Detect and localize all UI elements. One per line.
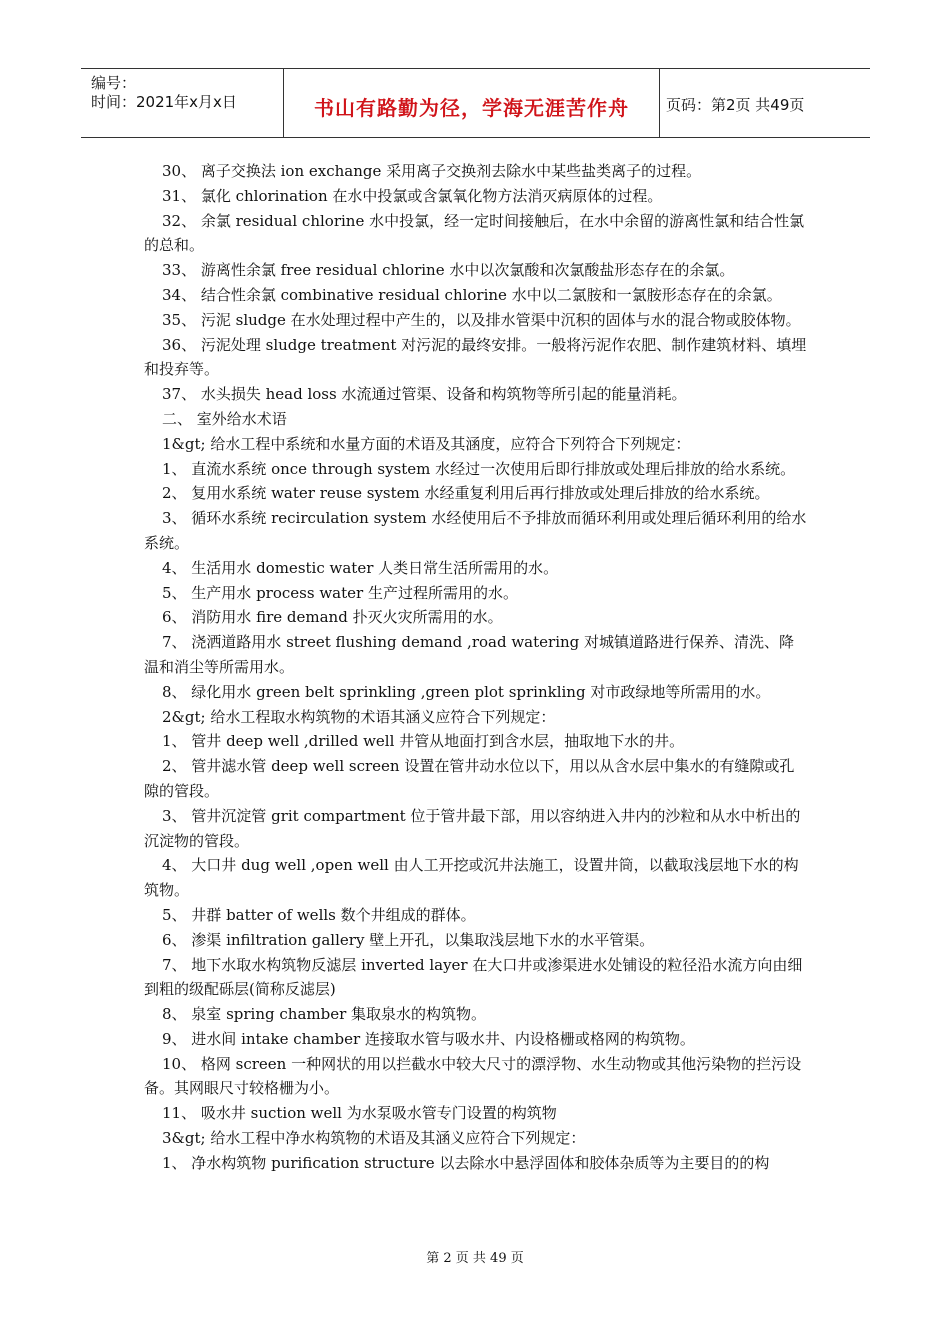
- body-paragraph: 8、 绿化用水 green belt sprinkling ,green plot sprinkling 对市政绿地等所需用的水。: [162, 682, 771, 701]
- body-paragraph: 32、 余氯 residual chlorine 水中投氯，经一定时间接触后，在水中余留的游离性氯和结合性氯的总和。: [144, 211, 805, 255]
- body-paragraph: 3&gt; 给水工程中净水构筑物的术语及其涵义应符合下列规定：: [162, 1129, 586, 1148]
- document-date-label: 时间：2021年x月x日: [91, 93, 237, 111]
- header-page-cell: [660, 69, 870, 137]
- body-paragraph: 37、 水头损失 head loss 水流通过管渠、设备和构筑物等所引起的能量消耗。: [162, 385, 687, 404]
- body-paragraph: 10、 格网 screen 一种网状的用以拦截水中较大尺寸的漂浮物、水生动物或其他污染物的拦污设备。其网眼尺寸较格栅为小。: [144, 1054, 802, 1098]
- body-paragraph: 34、 结合性余氯 combinative residual chlorine 水中以二氯胺和一氯胺形态存在的余氯。: [162, 285, 782, 304]
- body-paragraph: 2、 复用水系统 water reuse system 水经重复利用后再行排放或处理后排放的给水系统。: [162, 484, 770, 503]
- body-paragraph: 3、 循环水系统 recirculation system 水经使用后不予排放而循环利用或处理后循环利用的给水系统。: [144, 509, 807, 552]
- body-paragraph: 9、 进水间 intake chamber 连接取水管与吸水井、内设格栅或格网的构筑物。: [162, 1029, 695, 1048]
- body-paragraph: 5、 生产用水 process water 生产过程所需用的水。: [162, 583, 518, 602]
- body-paragraph: 36、 污泥处理 sludge treatment 对污泥的最终安排。一般将污泥作农肥、制作建筑材料、填埋和投弃等。: [144, 335, 807, 379]
- body-paragraph: 8、 泉室 spring chamber 集取泉水的构筑物。: [162, 1005, 487, 1024]
- page-footer: 第 2 页 共 49 页: [426, 1251, 524, 1266]
- body-paragraph: 3、 管井沉淀管 grit compartment 位于管井最下部，用以容纳进入井内的沙粒和从水中析出的沉淀物的管段。: [144, 806, 801, 850]
- body-paragraph: 1、 直流水系统 once through system 水经过一次使用后即行排放或处理后排放的给水系统。: [162, 459, 796, 478]
- body-paragraph: 6、 渗渠 infiltration gallery 壁上开孔，以集取浅层地下水的水平管渠。: [162, 930, 655, 949]
- header-motto: 书山有路勤为径，学海无涯苦作舟: [314, 96, 629, 120]
- body-paragraph: 11、 吸水井 suction well 为水泵吸水管专门设置的构筑物: [162, 1104, 557, 1123]
- body-paragraph: 7、 地下水取水构筑物反滤层 inverted layer 在大口井或渗渠进水处铺设的粒径沿水流方向由细到粗的级配砾层(简称反滤层): [144, 955, 803, 999]
- body-paragraph: 二、 室外给水术语: [162, 409, 287, 428]
- body-paragraph: 1、 管井 deep well ,drilled well 井管从地面打到含水层，抽取地下水的井。: [162, 732, 685, 751]
- body-paragraph: 6、 消防用水 fire demand 扑灭火灾所需用的水。: [162, 608, 503, 627]
- header-page-info: 页码：第2页 共49页: [666, 96, 805, 114]
- body-paragraph: 31、 氯化 chlorination 在水中投氯或含氯氧化物方法消灭病原体的过程。: [162, 186, 663, 205]
- body-paragraph: 30、 离子交换法 ion exchange 采用离子交换剂去除水中某些盐类离子的过程。: [162, 162, 702, 180]
- body-paragraph: 4、 生活用水 domestic water 人类日常生活所需用的水。: [162, 558, 559, 577]
- body-paragraph: 7、 浇洒道路用水 street flushing demand ,road watering 对城镇道路进行保养、清洗、降温和消尘等所需用水。: [144, 633, 795, 676]
- page-header: [81, 68, 870, 138]
- body-paragraph: 5、 井群 batter of wells 数个井组成的群体。: [162, 905, 476, 924]
- header-meta-cell: [81, 69, 284, 137]
- body-paragraph: 4、 大口井 dug well ,open well 由人工开挖或沉井法施工，设置井筒，以截取浅层地下水的构筑物。: [144, 856, 799, 900]
- body-paragraph: 2&gt; 给水工程取水构筑物的术语其涵义应符合下列规定：: [162, 707, 556, 726]
- document-number-label: 编号：: [91, 74, 137, 92]
- body-paragraph: 1&gt; 给水工程中系统和水量方面的术语及其涵度，应符合下列符合下列规定：: [162, 434, 691, 453]
- body-paragraph: 1、 净水构筑物 purification structure 以去除水中悬浮固体和胶体杂质等为主要目的的构: [162, 1153, 770, 1172]
- body-paragraph: 35、 污泥 sludge 在水处理过程中产生的，以及排水管渠中沉积的固体与水的混合物或胶体物。: [162, 310, 801, 329]
- document-body: [144, 159, 808, 1176]
- body-paragraph: 33、 游离性余氯 free residual chlorine 水中以次氯酸和次氯酸盐形态存在的余氯。: [162, 261, 735, 280]
- body-paragraph: 2、 管井滤水管 deep well screen 设置在管井动水位以下，用以从含水层中集水的有缝隙或孔隙的管段。: [144, 757, 795, 800]
- header-motto-cell: [284, 69, 660, 137]
